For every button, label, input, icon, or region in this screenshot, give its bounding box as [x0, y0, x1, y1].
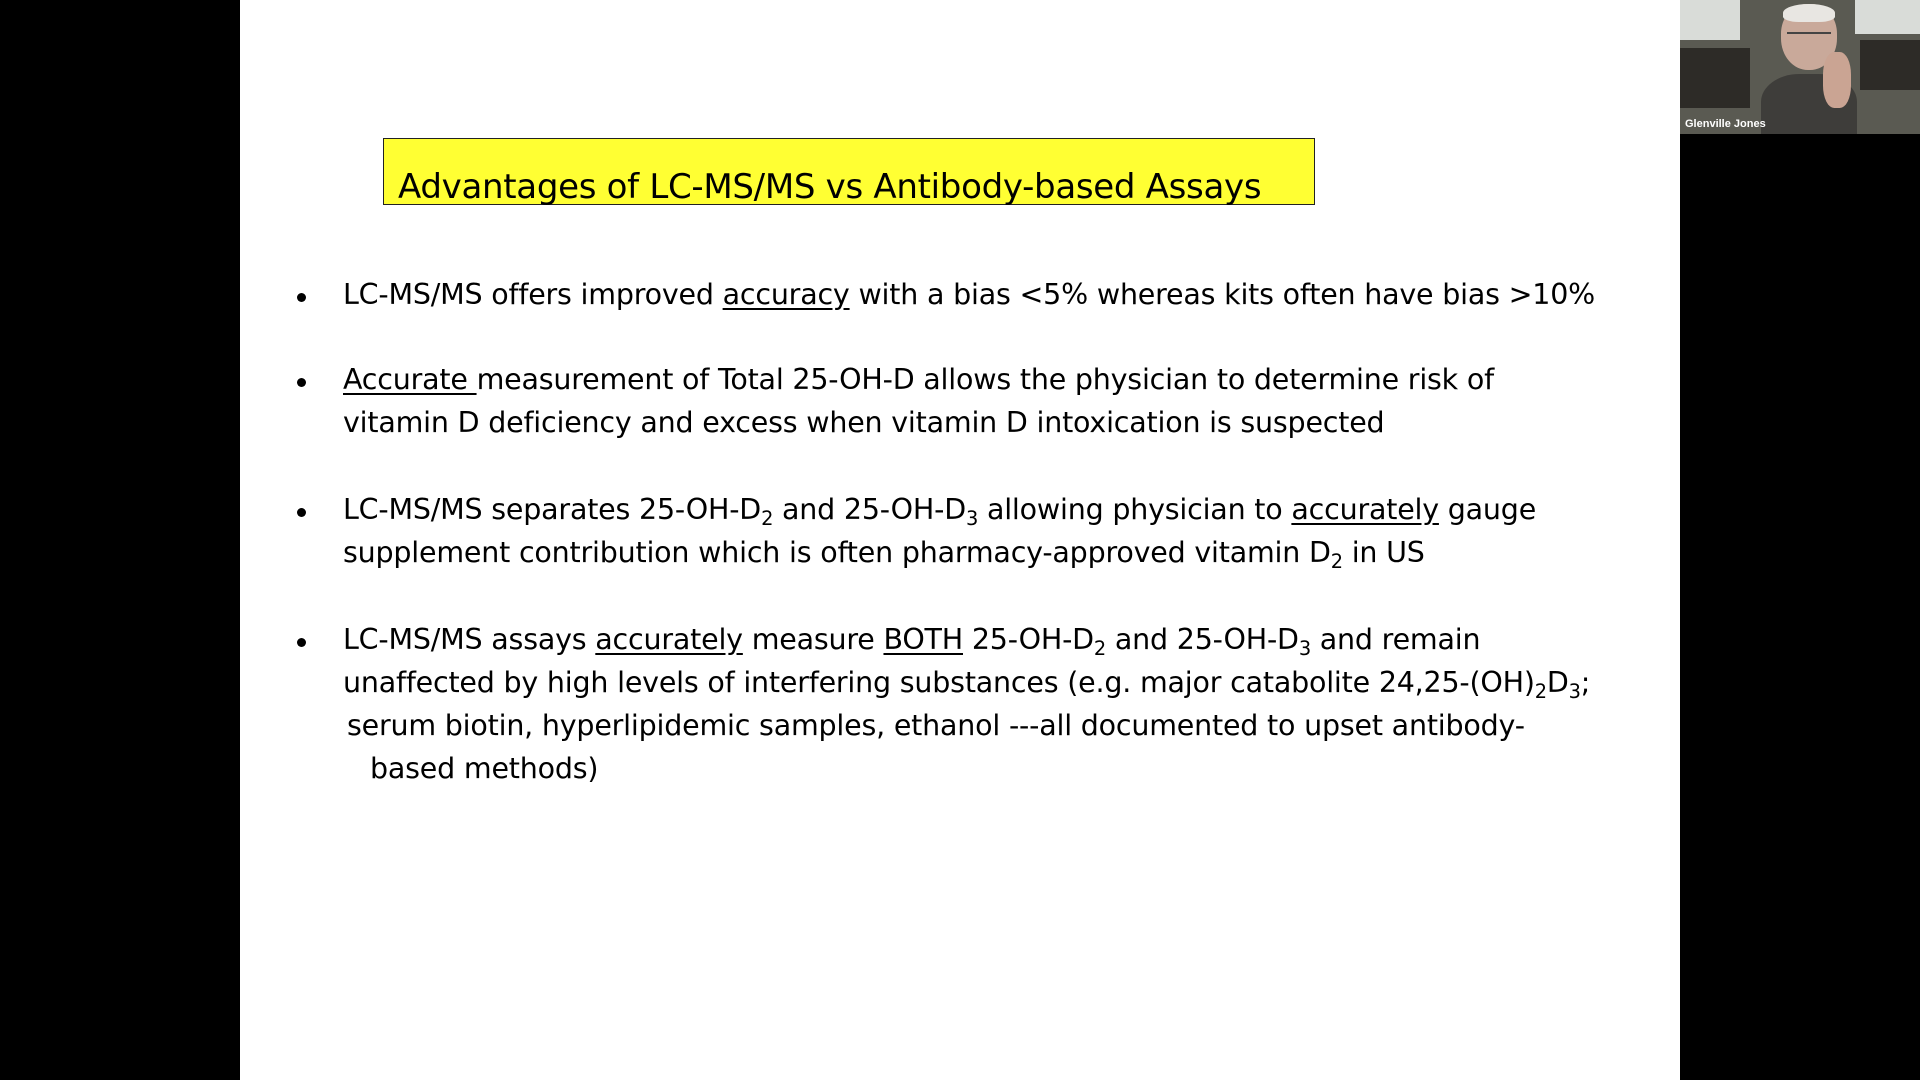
background-window: [1855, 0, 1920, 34]
bullet-3-line-2: supplement contribution which is often pharmacy-approved vitamin $D_2$ in US: [343, 536, 1425, 574]
bullet-2-line-2: vitamin D deficiency and excess when vitamin D intoxication is suspected: [343, 406, 1385, 439]
participant-avatar: [1775, 4, 1845, 134]
bullet-list: [240, 0, 1680, 1080]
background-shelf: [1860, 40, 1920, 90]
slide: [240, 0, 1680, 1080]
bullet-4-line-1: LC-MS/MS assays accurately measure BOTH $25-OH-D_2$ and $25-OH-D_3$ and remain: [343, 623, 1481, 661]
bullet-marker: [297, 638, 306, 647]
bullet-3-line-1: LC-MS/MS separates $25-OH-D_2$ and $25-OH-D_3$ allowing physician to accurately gauge: [343, 493, 1537, 531]
slide-title: Advantages of LC-MS/MS vs Antibody-based Assays: [398, 167, 1262, 207]
participant-video-tile[interactable]: [1680, 0, 1920, 134]
bullet-marker: [297, 378, 306, 387]
bullet-4-line-4: based methods): [370, 752, 599, 785]
bullet-marker: [297, 293, 306, 302]
bullet-4-line-3: serum biotin, hyperlipidemic samples, ethanol ---all documented to upset antibody-: [347, 709, 1525, 742]
bullet-1-line-1: LC-MS/MS offers improved accuracy with a bias <5% whereas kits often have bias >10%: [343, 278, 1596, 311]
bullet-4-line-2: unaffected by high levels of interfering substances (e.g. major catabolite $24,25-(OH)_2D_3$;: [343, 666, 1591, 704]
background-window: [1680, 0, 1740, 40]
bullet-2-line-1: Accurate measurement of Total 25-OH-D allows the physician to determine risk of: [343, 363, 1494, 396]
background-shelf: [1680, 48, 1750, 108]
bullet-marker: [297, 508, 306, 517]
participant-name: Glenville Jones: [1685, 118, 1766, 130]
